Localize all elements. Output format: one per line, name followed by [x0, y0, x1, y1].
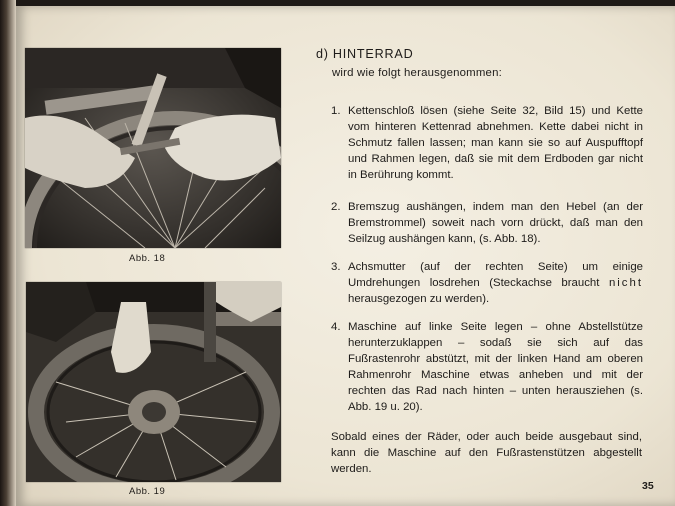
- step-4: [331, 319, 643, 415]
- step-number: 1.: [331, 105, 341, 117]
- page-number: 35: [642, 480, 654, 492]
- figure-19-caption: Abb. 19: [129, 486, 166, 497]
- step-text: Bremszug aushängen, indem man den Hebel (an der Bremstrommel) soweit nach vorn drückt, daß man den Seilzug aushängen kann, (s. Abb. 18).: [348, 201, 643, 245]
- section-title: HINTERRAD: [332, 47, 414, 61]
- emphasized-word: nicht: [608, 277, 643, 289]
- step-1: [331, 103, 643, 183]
- step-number: 3.: [331, 261, 341, 273]
- book-gutter: [0, 0, 16, 506]
- step-2: [331, 199, 643, 247]
- step-number: 4.: [331, 321, 341, 333]
- closing-paragraph: Sobald eines der Räder, oder auch beide ausgebaut sind, kann die Maschine auf den Fußrastenstützen abgestellt werden.: [331, 431, 642, 475]
- step-text-part: herausgezogen zu werden).: [348, 293, 490, 305]
- step-text-part: Achsmutter (auf der rechten Seite) um einige Umdrehungen losdrehen (Steckachse braucht: [348, 261, 643, 289]
- figure-18-photo: [25, 48, 281, 248]
- book-page: [16, 6, 675, 506]
- step-text: Kettenschloß lösen (siehe Seite 32, Bild 15) und Kette vom hinteren Kettenrad abnehmen. Kette dabei nicht in Schmutz fallen lassen; man kann sie so auf Auspufftopf und Rahmen legen, daß sie mit dem Erdboden gar nicht in Berührung kommt.: [348, 105, 643, 181]
- step-text: [348, 259, 643, 307]
- step-text: Maschine auf linke Seite legen – ohne Abstellstütze herunterzuklappen – sodaß sie sich auf das Fußrastenrohr abstützt, mit der linken Hand am oberen Rahmenrohr Maschine etwas anheben und mit der rechten das Rad nach hinten – unten herausziehen (s. Abb. 19 u. 20).: [348, 321, 643, 413]
- section-subtitle: wird wie folgt herausgenommen:: [332, 67, 502, 79]
- figure-19-photo: [26, 282, 281, 482]
- section-label: d): [316, 47, 329, 61]
- section-heading: [316, 47, 413, 61]
- figure-18-caption: Abb. 18: [129, 253, 166, 264]
- step-3: [331, 259, 643, 307]
- step-number: 2.: [331, 201, 341, 213]
